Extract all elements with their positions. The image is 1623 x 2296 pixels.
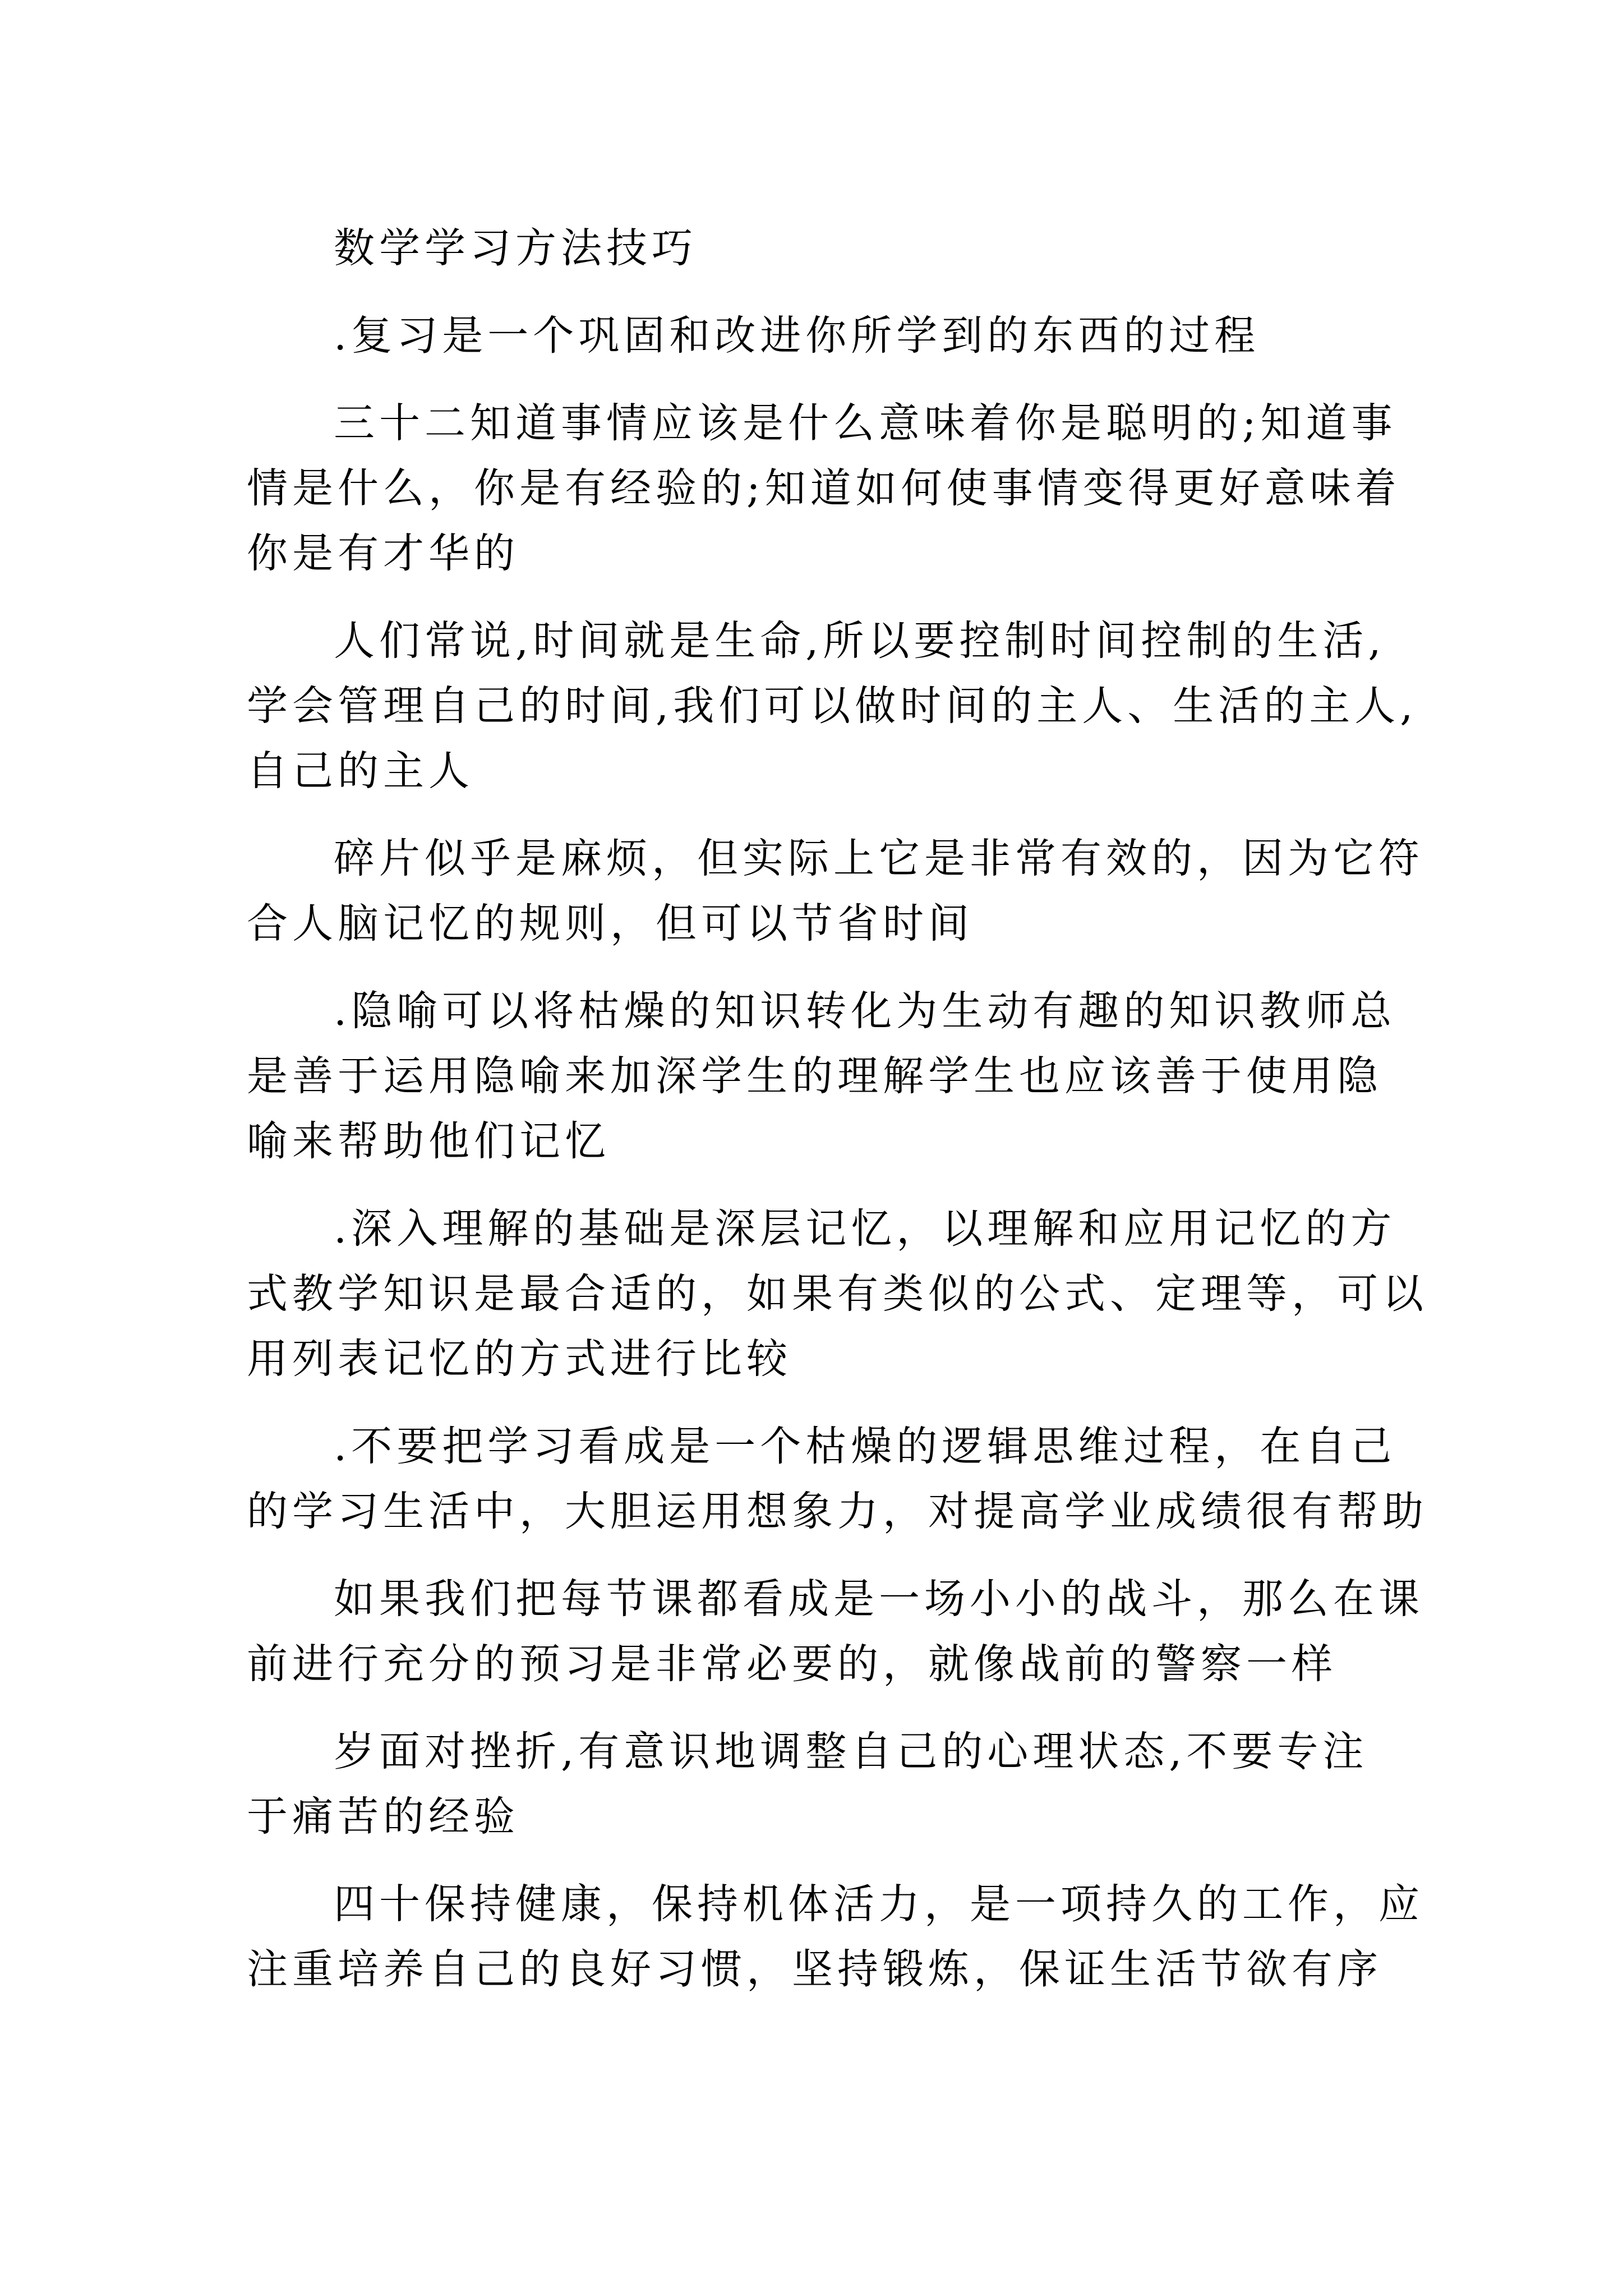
paragraph-line: 注重培养自己的良好习惯，坚持锻炼，保证生活节欲有序 <box>247 1945 1382 1993</box>
paragraph <box>247 826 1424 956</box>
paragraph-line: 学会管理自己的时间,我们可以做时间的主人、生活的主人, <box>247 682 1418 730</box>
paragraph-line: 合人脑记忆的规则，但可以节省时间 <box>247 900 974 947</box>
paragraph <box>247 1197 1428 1392</box>
paragraph <box>247 303 1391 369</box>
paragraph-line: 四十保持健康，保持机体活力，是一项持久的工作，应 <box>334 1880 1424 1928</box>
paragraph-gap <box>247 369 1391 391</box>
paragraph-line: 喻来帮助他们记忆 <box>247 1117 610 1165</box>
paragraph-gap <box>247 586 1391 609</box>
paragraph <box>247 391 1401 586</box>
paragraph-gap <box>247 804 1391 826</box>
paragraph-line: 你是有才华的 <box>247 530 519 577</box>
paragraph-gap <box>247 1174 1391 1197</box>
paragraph-line: .不要把学习看成是一个枯燥的逻辑思维过程，在自己 <box>334 1423 1396 1470</box>
paragraph <box>247 1567 1424 1697</box>
paragraph-gap <box>247 1697 1391 1719</box>
paragraph <box>247 1719 1391 1849</box>
paragraph-line: .隐喻可以将枯燥的知识转化为生动有趣的知识教师总 <box>334 987 1396 1035</box>
paragraph <box>247 979 1396 1174</box>
paragraph-line: 前进行充分的预习是非常必要的，就像战前的警察一样 <box>247 1640 1337 1688</box>
paragraph-line: 是善于运用隐喻来加深学生的理解学生也应该善于使用隐 <box>247 1052 1382 1100</box>
paragraph <box>247 1872 1424 2002</box>
paragraph-line: 的学习生活中，大胆运用想象力，对提高学业成绩很有帮助 <box>247 1488 1428 1535</box>
document-body <box>247 216 1428 2002</box>
paragraph <box>247 609 1418 804</box>
paragraph-gap <box>247 1392 1391 1414</box>
paragraph-line: 人们常说,时间就是生命,所以要控制时间控制的生活, <box>334 617 1386 665</box>
paragraph-gap <box>247 956 1391 979</box>
document-title: 数学学习方法技巧 <box>334 224 697 272</box>
paragraph-line: 三十二知道事情应该是什么意味着你是聪明的;知道事 <box>334 399 1397 447</box>
paragraph-line: 用列表记忆的方式进行比较 <box>247 1335 792 1383</box>
paragraph-line: 如果我们把每节课都看成是一场小小的战斗，那么在课 <box>334 1575 1424 1623</box>
paragraph-line: 于痛苦的经验 <box>247 1793 519 1841</box>
paragraph-line: 岁面对挫折,有意识地调整自己的心理状态,不要专注 <box>334 1728 1368 1775</box>
paragraph-gap <box>247 1544 1391 1567</box>
paragraph-line: .复习是一个巩固和改进你所学到的东西的过程 <box>334 312 1260 360</box>
paragraph-line: 碎片似乎是麻烦，但实际上它是非常有效的，因为它符 <box>334 835 1424 882</box>
paragraph-line: 情是什么，你是有经验的;知道如何使事情变得更好意味着 <box>247 464 1401 512</box>
paragraph <box>247 1414 1428 1544</box>
paragraph-line: 式教学知识是最合适的，如果有类似的公式、定理等，可以 <box>247 1270 1428 1318</box>
paragraph-gap <box>247 281 1391 303</box>
paragraph-line: .深入理解的基础是深层记忆，以理解和应用记忆的方 <box>334 1205 1396 1253</box>
paragraph-line: 自己的主人 <box>247 747 474 795</box>
paragraph-gap <box>247 1849 1391 1872</box>
